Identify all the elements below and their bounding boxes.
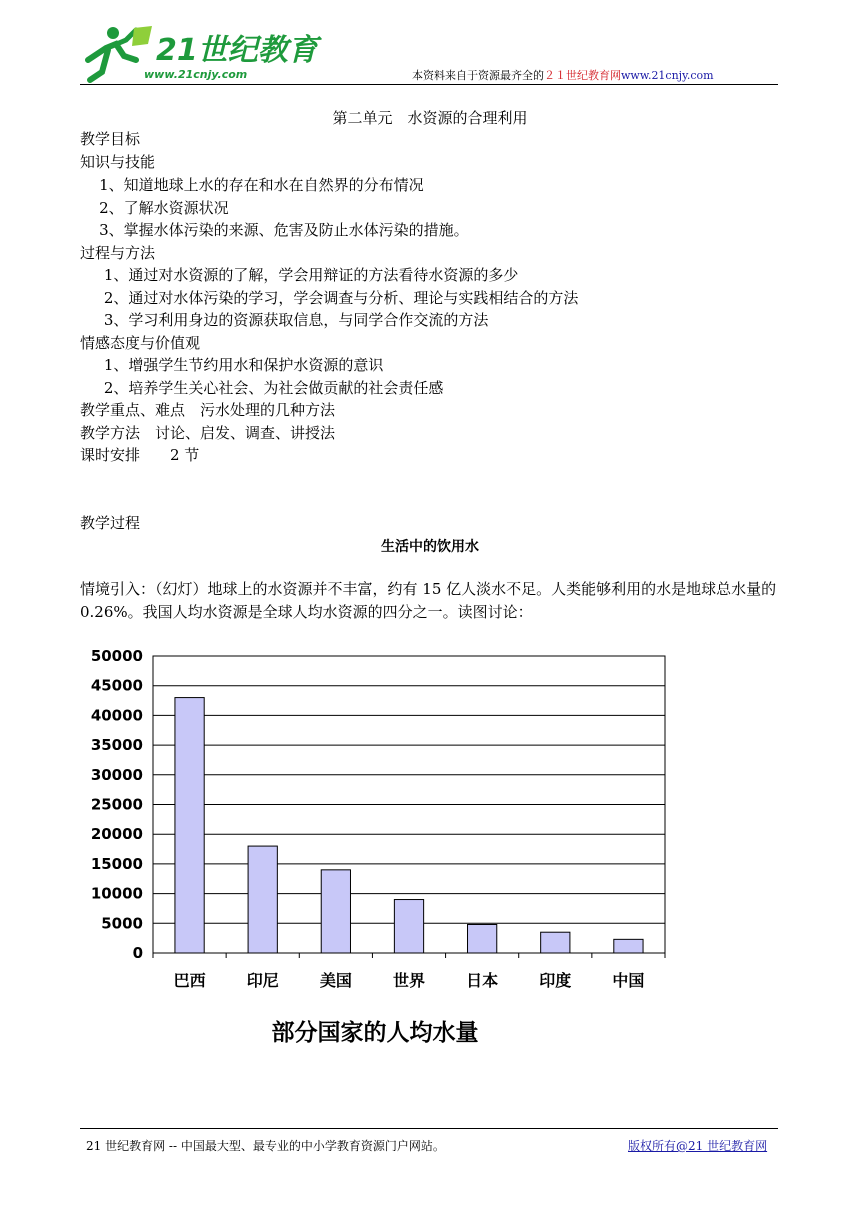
doc-line: 教学方法 讨论、启发、调查、讲授法 bbox=[80, 424, 336, 442]
y-tick-label: 50000 bbox=[90, 647, 143, 665]
x-tick-label: 印尼 bbox=[246, 971, 279, 990]
y-tick-label: 0 bbox=[132, 944, 143, 962]
y-tick-label: 10000 bbox=[90, 884, 143, 903]
bar bbox=[175, 698, 204, 953]
x-tick-label: 世界 bbox=[392, 971, 426, 990]
y-tick-label: 15000 bbox=[90, 854, 143, 873]
y-tick-label: 20000 bbox=[90, 825, 143, 844]
y-tick-label: 30000 bbox=[90, 765, 143, 784]
header-note-brand: ２１世纪教育网 bbox=[544, 69, 621, 82]
header-note bbox=[412, 67, 714, 83]
bar bbox=[614, 939, 643, 953]
doc-line: 1、知道地球上水的存在和水在自然界的分布情况 bbox=[80, 176, 424, 194]
runner-icon bbox=[88, 26, 152, 80]
svg-text:21世纪教育: 21世纪教育 bbox=[156, 33, 318, 68]
bar bbox=[394, 900, 423, 953]
doc-line: 2、培养学生关心社会、为社会做贡献的社会责任感 bbox=[80, 379, 444, 397]
section-title: 生活中的饮用水 bbox=[381, 539, 479, 555]
x-tick-label: 日本 bbox=[466, 971, 499, 990]
x-tick-label: 印度 bbox=[539, 971, 572, 990]
process-heading: 教学过程 bbox=[80, 514, 141, 532]
doc-line: 过程与方法 bbox=[80, 244, 156, 262]
footer-text: 21 世纪教育网 -- 中国最大型、最专业的中小学教育资源门户网站。 bbox=[86, 1139, 445, 1153]
copyright-link[interactable]: 版权所有@21 世纪教育网 bbox=[628, 1139, 768, 1153]
doc-line: 课时安排 2 节 bbox=[80, 446, 200, 464]
intro-paragraph: 情境引入：（幻灯）地球上的水资源并不丰富，约有 15 亿人淡水不足。人类能够利用的水是地球总水量的 0.26%。我国人均水资源是全球人均水资源的四分之一。读图讨论： bbox=[80, 580, 777, 621]
header-divider bbox=[80, 84, 778, 85]
doc-line: 3、学习利用身边的资源获取信息，与同学合作交流的方法 bbox=[80, 311, 489, 329]
bar bbox=[541, 932, 570, 953]
logo bbox=[82, 20, 318, 86]
footer-divider bbox=[80, 1128, 778, 1129]
y-tick-label: 25000 bbox=[90, 795, 143, 814]
y-tick-label: 35000 bbox=[90, 736, 143, 755]
bar bbox=[248, 846, 277, 953]
x-tick-label: 美国 bbox=[319, 971, 352, 990]
doc-line: 教学重点、难点 污水处理的几种方法 bbox=[80, 401, 336, 419]
document-title: 第二单元 水资源的合理利用 bbox=[332, 109, 528, 127]
y-tick-label: 40000 bbox=[90, 706, 143, 725]
y-tick-label: 45000 bbox=[90, 676, 143, 695]
x-tick-label: 巴西 bbox=[173, 971, 206, 990]
bar bbox=[321, 870, 350, 953]
header-note-url[interactable]: www.21cnjy.com bbox=[621, 69, 714, 82]
doc-line: 2、通过对水体污染的学习，学会调查与分析、理论与实践相结合的方法 bbox=[80, 289, 579, 307]
chart-title: 部分国家的人均水量 bbox=[271, 1020, 479, 1046]
doc-line: 1、通过对水资源的了解，学会用辩证的方法看待水资源的多少 bbox=[80, 266, 519, 284]
doc-line: 知识与技能 bbox=[80, 153, 156, 171]
y-tick-label: 5000 bbox=[101, 914, 143, 933]
doc-line: 情感态度与价值观 bbox=[80, 334, 201, 352]
x-tick-label: 中国 bbox=[612, 971, 645, 990]
doc-line: 教学目标 bbox=[80, 130, 141, 148]
doc-line: 2、了解水资源状况 bbox=[80, 199, 229, 217]
header-note-prefix: 本资料来自于资源最齐全的 bbox=[412, 69, 544, 82]
doc-line: 1、增强学生节约用水和保护水资源的意识 bbox=[80, 356, 384, 374]
doc-line: 3、掌握水体污染的来源、危害及防止水体污染的措施。 bbox=[80, 221, 469, 239]
bar bbox=[468, 924, 497, 953]
svg-text:www.21cnjy.com: www.21cnjy.com bbox=[144, 68, 248, 81]
bar-chart bbox=[80, 640, 700, 1000]
